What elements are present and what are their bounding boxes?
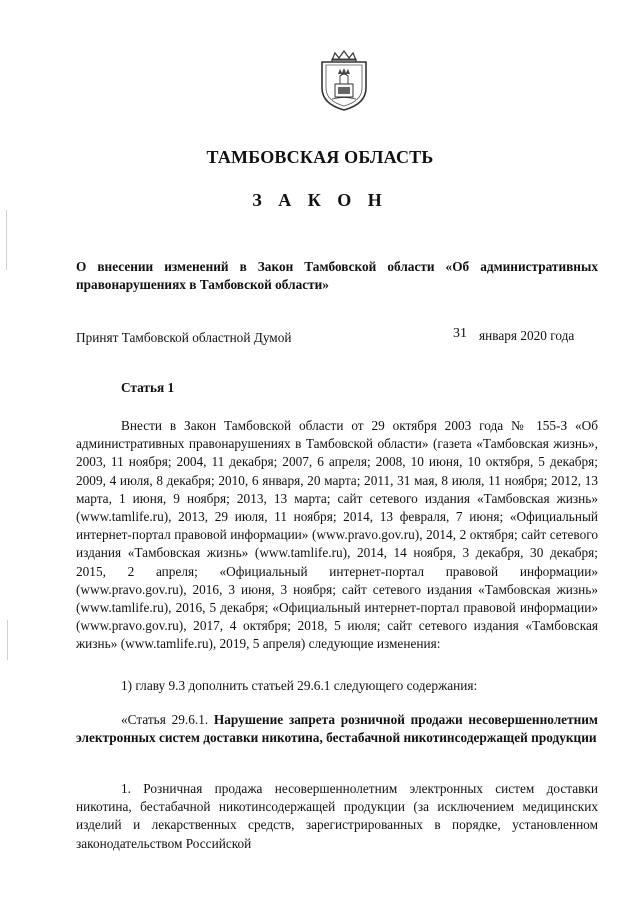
coat-of-arms-icon (318, 50, 370, 112)
region-name: ТАМБОВСКАЯ ОБЛАСТЬ (206, 147, 434, 167)
item-1-paragraph: 1) главу 9.3 дополнить статьей 29.6.1 следующего содержания: (121, 678, 478, 693)
new-article-title: Нарушение запрета розничной продажи несовершеннолетним электронных систем доставки никотина, бестабачной никотинсодержащей продукции (76, 712, 598, 746)
new-article-prefix: «Статья 29.6.1. (121, 712, 209, 727)
new-article-heading (76, 711, 598, 747)
document-type: З А К О Н (252, 190, 388, 210)
point-1-paragraph: 1. Розничная продажа несовершеннолетним электронных систем доставки никотина, бестабачной никотинсодержащей продукции (за исключением медицинских изделий и лекарственных средств, зарегистрированных в порядке, установленном законодательством Российской (76, 781, 598, 851)
scan-margin-mark (6, 210, 7, 270)
article-intro-paragraph: Внести в Закон Тамбовской области от 29 октября 2003 года № 155-З «Об административных правонарушениях в Тамбовской области» (газета «Тамбовская жизнь», 2003, 11 ноября; 2004, 11 декабря; 2007, 6 апреля; 2008, 10 июня, 10 октября, 5 декабря; 2009, 4 июля, 8 декабря; 2010, 6 января, 20 марта; 2011, 31 мая, 8 июля, 11 ноября; 2012, 13 марта, 1 июня, 9 ноября; 2013, 13 марта; сайт сетевого издания «Тамбовская жизнь» (www.tamlife.ru), 2013, 29 июля, 11 ноября; 2014, 13 февраля, 7 июня; «Официальный интернет-портал правовой информации» (www.pravo.gov.ru), 2014, 2 октября; сайт сетевого издания «Тамбовская жизнь» (www.tamlife.ru), 2014, 14 ноября, 3 декабря, 30 декабря; 2015, 2 апреля; «Официальный интернет-портал правовой информации» (www.pravo.gov.ru), 2016, 3 июня, 3 ноября; сайт сетевого издания «Тамбовская жизнь» (www.tamlife.ru), 2016, 5 декабря; «Официальный интернет-портал правовой информации» (www.pravo.gov.ru), 2017, 4 октября; 2018, 5 июля; сайт сетевого издания «Тамбовская жизнь» (www.tamlife.ru), 2019, 5 апреля) следующие изменения: (76, 418, 598, 652)
adoption-date (453, 326, 574, 344)
article-heading: Статья 1 (121, 380, 175, 395)
adoption-text: Принят Тамбовской областной Думой (76, 330, 292, 345)
scan-margin-mark (7, 620, 8, 660)
adoption-day: 31 (453, 326, 467, 341)
adoption-month-year: января 2020 года (479, 328, 575, 343)
document-title: О внесении изменений в Закон Тамбовской области «Об административных правонарушениях в Тамбовской области» (76, 259, 598, 292)
